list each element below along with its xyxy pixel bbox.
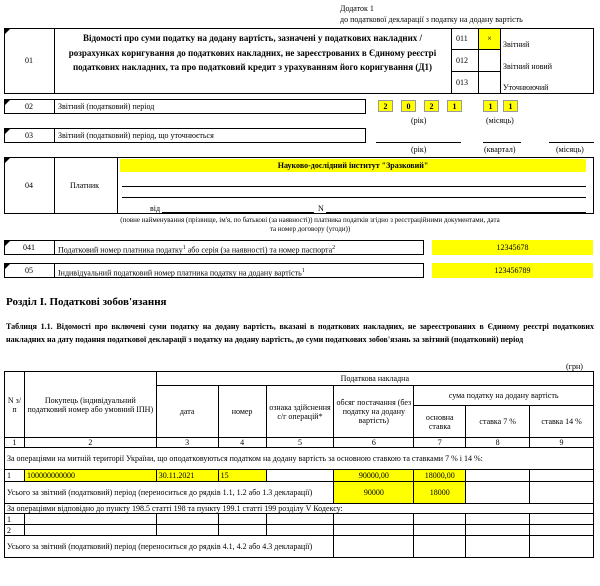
col-num-5: 5 [266, 438, 334, 448]
type-label-012: Звітний новий [503, 62, 552, 71]
period-month-caption: (місяць) [486, 116, 514, 125]
type-code-012: 012 [456, 56, 468, 65]
payer-number-label: N [318, 204, 324, 213]
period-corr-month-caption: (місяць) [556, 145, 584, 154]
col-7-header: ставка 7 % [466, 406, 530, 438]
appendix-subtitle: до податкової декларації з податку на додану вартість [340, 15, 523, 24]
vat-id-label: Індивідуальний податковий номер платника податку на додану вартість$^1$ [58, 268, 305, 278]
group2-heading: За операціями відповідно до пункту 198.5 статті 198 та пункту 199.1 статті 199 розділу V Кодексу: [5, 504, 594, 514]
row1-buyer[interactable]: 100000000000 [24, 470, 156, 482]
col-num-7: 7 [414, 438, 466, 448]
row2-2-base[interactable] [414, 525, 466, 536]
corner-marker [5, 29, 10, 34]
section-title: Розділ І. Податкові зобов'язання [6, 296, 167, 308]
row2-1-date[interactable] [156, 514, 218, 525]
row1-date[interactable]: 30.11.2021 [156, 470, 218, 482]
payer-from-label: від [150, 204, 161, 213]
period-code: 02 [25, 102, 33, 111]
type-checkbox-011[interactable]: × [479, 29, 500, 49]
row1-volume[interactable]: 90000,00 [334, 470, 414, 482]
col-number-header: номер [218, 386, 266, 438]
col-num-6: 6 [334, 438, 414, 448]
col-num-1: 1 [5, 438, 25, 448]
col-tax-header: сума податку на додану вартість [414, 386, 594, 406]
tax-id-code: 041 [23, 243, 35, 252]
year-digit-3[interactable]: 2 [424, 100, 439, 112]
header-title: Відомості про суми податку на додану вартість, зазначені у податкових накладних / розрахунках коригування до податкових накладних, не зареєстрованих в Єдиному реєстрі податкових накладних, та про податковий кредит з урахуванням його коригування (Д1) [68, 33, 437, 72]
type-checkbox-013[interactable] [479, 72, 500, 93]
col-date-header: дата [156, 386, 218, 438]
total2-label: Усього за звітний (податковий) період (переноситься до рядків 4.1, 4.2 або 4.3 декларації) [5, 536, 334, 558]
col-14-header: ставка 14 % [530, 406, 594, 438]
col-invoice-header: Податкова накладна [156, 372, 593, 386]
col-sign-header: ознака здійснення с/г операцій* [266, 386, 334, 438]
col-volume-header: обсяг постачання (без податку на додану вартість) [334, 386, 414, 438]
period-corr-code: 03 [25, 131, 33, 140]
row2-1-number[interactable] [218, 514, 266, 525]
total1-label: Усього за звітний (податковий) період (переноситься до рядків 1.1, 1.2 або 1.3 декларації) [5, 482, 334, 504]
vat-id-code: 05 [25, 266, 33, 275]
row2-1-sign[interactable] [266, 514, 334, 525]
type-code-013: 013 [456, 78, 468, 87]
col-n-header: N з/п [5, 372, 25, 438]
row2-1-rate14[interactable] [530, 514, 594, 525]
row2-2-buyer[interactable] [24, 525, 156, 536]
payer-note: (повне найменування (прізвище, ім'я, по батькові (за наявності)) платника податків згідно з реєстраційними документами, дата та номер договору (угоди)) [120, 216, 500, 233]
table-caption: Таблиця 1.1. Відомості про включені суми податку на додану вартість, вказані в податкових накладних, не зареєстрованих в Єдиному реєстрі податкових накладних на дату подання податкової декларації з податку на додану вартість, до суми податкових зобов'язань за звітний (податковий) період [6, 322, 594, 344]
row2-2-volume[interactable] [334, 525, 414, 536]
row2-2-rate14[interactable] [530, 525, 594, 536]
tax-id-value[interactable]: 12345678 [432, 240, 593, 255]
month-digit-2[interactable]: 1 [503, 100, 518, 112]
payer-code: 04 [25, 181, 33, 190]
total2-volume [334, 536, 414, 558]
tax-id-label: Податковий номер платника податку$^1$ або серія (за наявності) та номер паспорта$^2$ [58, 245, 336, 255]
year-digit-4[interactable]: 1 [447, 100, 462, 112]
col-num-2: 2 [24, 438, 156, 448]
appendix-title: Додаток 1 [340, 4, 374, 13]
row2-1-rate7[interactable] [466, 514, 530, 525]
col-buyer-header: Покупець (індивідуальний податковий номер або умовний ІПН) [24, 372, 156, 438]
period-corr-year-caption: (рік) [411, 145, 427, 154]
total2-rate14 [530, 536, 594, 558]
row1-base[interactable]: 18000,00 [414, 470, 466, 482]
total1-rate14 [530, 482, 594, 504]
row2-2-sign[interactable] [266, 525, 334, 536]
type-label-013: Уточнюючий [503, 83, 549, 92]
row2-2-n: 2 [5, 525, 25, 536]
type-code-011: 011 [456, 34, 468, 43]
year-digit-2[interactable]: 0 [401, 100, 416, 112]
col-num-8: 8 [466, 438, 530, 448]
type-checkbox-012[interactable] [479, 50, 500, 71]
invoice-table [4, 371, 594, 558]
total1-volume: 90000 [334, 482, 414, 504]
row2-2-number[interactable] [218, 525, 266, 536]
payer-label: Платник [70, 181, 100, 190]
row1-number[interactable]: 15 [218, 470, 266, 482]
year-digit-1[interactable]: 2 [378, 100, 393, 112]
row2-1-n: 1 [5, 514, 25, 525]
group1-heading: За операціями на митній території України, що оподатковуються податком на додану вартість за основною ставкою та ставками 7 % і 14 %: [5, 448, 594, 470]
row2-1-base[interactable] [414, 514, 466, 525]
row1-n: 1 [5, 470, 25, 482]
type-label-011: Звітний [503, 40, 530, 49]
row2-1-volume[interactable] [334, 514, 414, 525]
period-year-caption: (рік) [411, 116, 427, 125]
row1-rate14[interactable] [530, 470, 594, 482]
row1-sign[interactable] [266, 470, 334, 482]
month-digit-1[interactable]: 1 [483, 100, 498, 112]
header-code: 01 [25, 56, 33, 65]
row2-2-rate7[interactable] [466, 525, 530, 536]
col-num-9: 9 [530, 438, 594, 448]
total2-rate7 [466, 536, 530, 558]
period-corr-quarter-caption: (квартал) [484, 145, 516, 154]
col-num-4: 4 [218, 438, 266, 448]
total2-base [414, 536, 466, 558]
period-corr-label: Звітний (податковий) період, що уточнюється [58, 131, 214, 140]
col-base-header: основна ставка [414, 406, 466, 438]
col-num-3: 3 [156, 438, 218, 448]
row1-rate7[interactable] [466, 470, 530, 482]
row2-2-date[interactable] [156, 525, 218, 536]
total1-rate7 [466, 482, 530, 504]
row2-1-buyer[interactable] [24, 514, 156, 525]
unit-label: (грн) [566, 362, 583, 371]
vat-id-value[interactable]: 123456789 [432, 263, 593, 278]
period-label: Звітний (податковий) період [58, 102, 155, 111]
total1-base: 18000 [414, 482, 466, 504]
payer-name[interactable]: Науково-дослідний інститут "Зразковий" [120, 159, 586, 172]
